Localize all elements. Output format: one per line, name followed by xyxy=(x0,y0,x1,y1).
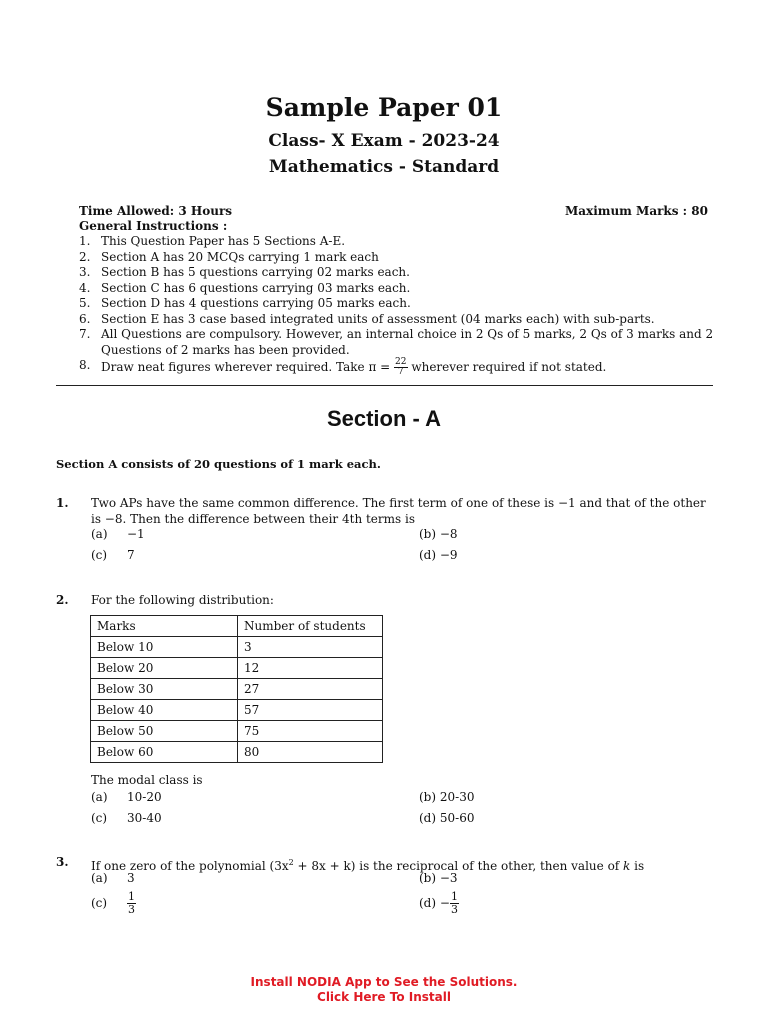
option-a: (a) −1 xyxy=(91,527,145,541)
instruction-item: 8. Draw neat figures wherever required. Take π = $\frac{22}{7}$ wherever required if not stated. xyxy=(79,357,607,377)
question-number: 3. xyxy=(56,855,69,869)
option-a: (a) 10-20 xyxy=(91,790,162,804)
distribution-table xyxy=(90,615,383,763)
question-number: 1. xyxy=(56,496,69,510)
option-b: (b) −3 xyxy=(419,871,458,885)
instruction-item: 3. Section B has 5 questions carrying 02 marks each. xyxy=(79,265,410,279)
question-number: 2. xyxy=(56,593,69,607)
fraction-1-3: $\frac{1}{3}$ xyxy=(450,890,458,916)
instruction-item: 2. Section A has 20 MCQs carrying 1 mark each xyxy=(79,249,379,264)
table-row xyxy=(91,637,383,658)
instruction-item: 6. Section E has 3 case based integrated units of assessment (04 marks each) with sub-parts. xyxy=(79,311,655,326)
table-cell: 3 xyxy=(238,637,383,658)
column-header: Number of students xyxy=(238,616,383,637)
section-divider xyxy=(56,385,713,386)
question-text: Two APs have the same common difference. The first term of one of these is −1 and that of the other is −8. Then the difference between their 4th terms is xyxy=(91,496,706,526)
table-cell: 80 xyxy=(238,742,383,763)
table-cell: Below 60 xyxy=(91,742,238,763)
table-cell: 12 xyxy=(238,658,383,679)
option-b: (b) −8 xyxy=(419,527,458,541)
click-here-to-install-link[interactable]: Click Here To Install xyxy=(317,989,451,1004)
instructions-list xyxy=(79,234,715,377)
instruction-item: 5. Section D has 4 questions carrying 05 marks each. xyxy=(79,296,411,310)
option-b: (b) 20-30 xyxy=(419,790,475,804)
table-cell: 75 xyxy=(238,721,383,742)
table-row xyxy=(91,721,383,742)
fraction-22-7: $\frac{22}{7}$ xyxy=(395,357,407,377)
instructions-heading: General Instructions : xyxy=(79,219,228,233)
subject-line: Mathematics - Standard xyxy=(268,157,500,177)
table-row xyxy=(91,658,383,679)
table-cell: Below 30 xyxy=(91,679,238,700)
option-d: (d) − $\frac{1}{3}$ xyxy=(419,890,458,916)
column-header: Marks xyxy=(91,616,238,637)
section-intro: Section A consists of 20 questions of 1 mark each. xyxy=(56,457,381,471)
time-allowed: Time Allowed: 3 Hours xyxy=(79,204,233,218)
table-cell: 27 xyxy=(238,679,383,700)
table-row xyxy=(91,679,383,700)
question-prompt: The modal class is xyxy=(91,773,203,787)
table-row xyxy=(91,700,383,721)
option-c: (c) 7 xyxy=(91,548,135,562)
instruction-item: 7. All Questions are compulsory. However, an internal choice in 2 Qs of 5 marks, 2 Qs of 3 marks and 2 Questions of 2 marks has been provided. xyxy=(79,327,714,357)
table-row xyxy=(91,742,383,763)
instruction-item: 1. This Question Paper has 5 Sections A-E. xyxy=(79,234,346,248)
table-cell: 57 xyxy=(238,700,383,721)
fraction-1-3: $\frac{1}{3}$ xyxy=(128,890,135,916)
table-cell: Below 50 xyxy=(91,721,238,742)
class-line: Class- X Exam - 2023-24 xyxy=(268,131,500,151)
maximum-marks: Maximum Marks : 80 xyxy=(564,204,708,218)
table-cell: Below 40 xyxy=(91,700,238,721)
option-c: (c) 30-40 xyxy=(91,811,162,825)
option-d: (d) 50-60 xyxy=(419,811,475,825)
table-header-row xyxy=(91,616,383,637)
table-cell: Below 20 xyxy=(91,658,238,679)
option-c: (c) $\frac{1}{3}$ xyxy=(91,890,135,916)
install-app-link[interactable] xyxy=(0,975,768,1004)
question-text: If one zero of the polynomial $(3x^2 + 8x + k)$ is the reciprocal of the other, then value of k is xyxy=(91,858,645,873)
option-d: (d) −9 xyxy=(419,548,458,562)
instruction-item: 4. Section C has 6 questions carrying 03 marks each. xyxy=(79,280,411,295)
option-a: (a) 3 xyxy=(91,871,135,885)
install-app-text[interactable]: Install NODIA App to See the Solutions. xyxy=(250,975,518,989)
table-cell: Below 10 xyxy=(91,637,238,658)
paper-title: Sample Paper 01 xyxy=(265,93,503,122)
section-heading: Section - A xyxy=(326,406,442,431)
question-text: For the following distribution: xyxy=(91,593,274,607)
